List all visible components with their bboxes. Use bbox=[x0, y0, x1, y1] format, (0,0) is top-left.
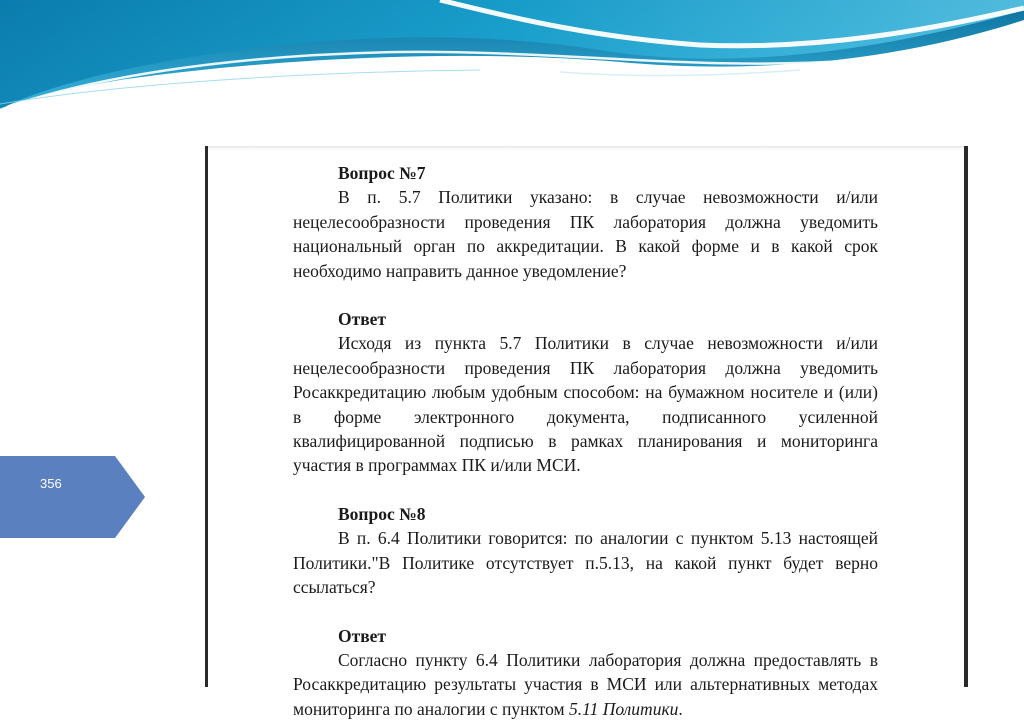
answer-8-text bbox=[293, 648, 878, 721]
answer-8-heading: Ответ bbox=[338, 625, 387, 646]
answer-8-reference: 5.11 Политики bbox=[569, 698, 679, 719]
question-8-text: В п. 6.4 Политики говорится: по аналогии с пунктом 5.13 настоящей Политики."В Политике отсутствует п.5.13, на какой пункт будет верно ссылаться? bbox=[293, 528, 878, 598]
answer-7-heading: Ответ bbox=[338, 309, 387, 330]
page-number: 356 bbox=[40, 476, 62, 491]
document-right-border bbox=[964, 146, 968, 687]
question-8-heading: Вопрос №8 bbox=[338, 503, 426, 524]
header-wave-banner bbox=[0, 0, 1024, 130]
document-top-edge bbox=[205, 146, 968, 150]
question-7-heading: Вопрос №7 bbox=[338, 163, 426, 183]
answer-8-text-end: . bbox=[678, 698, 683, 719]
question-7-text: В п. 5.7 Политики указано: в случае невозможности и/или нецелесообразности проведения ПК лаборатория должна уведомить национальный орган по аккредитации. В какой форме и в какой срок необходимо направить данное уведомление? bbox=[293, 187, 878, 281]
answer-8-text-main: Согласно пункту 6.4 Политики лаборатория должна предоставлять в Росаккредитацию результаты участия в МСИ или альтернативных методах мониторинга по аналогии с пунктом bbox=[293, 649, 878, 719]
document-text bbox=[293, 161, 878, 721]
answer-7-text: Исходя из пункта 5.7 Политики в случае невозможности и/или нецелесообразности проведения ПК лаборатория должна уведомить Росаккредитацию любым удобным способом: на бумажном носителе и (или) в форме электронного документа, подписанного усиленной квалифицированной подписью в рамках планирования и мониторинга участия в программах ПК и/или МСИ. bbox=[293, 333, 878, 476]
page-number-tab bbox=[0, 456, 145, 538]
document-left-border bbox=[205, 146, 208, 687]
